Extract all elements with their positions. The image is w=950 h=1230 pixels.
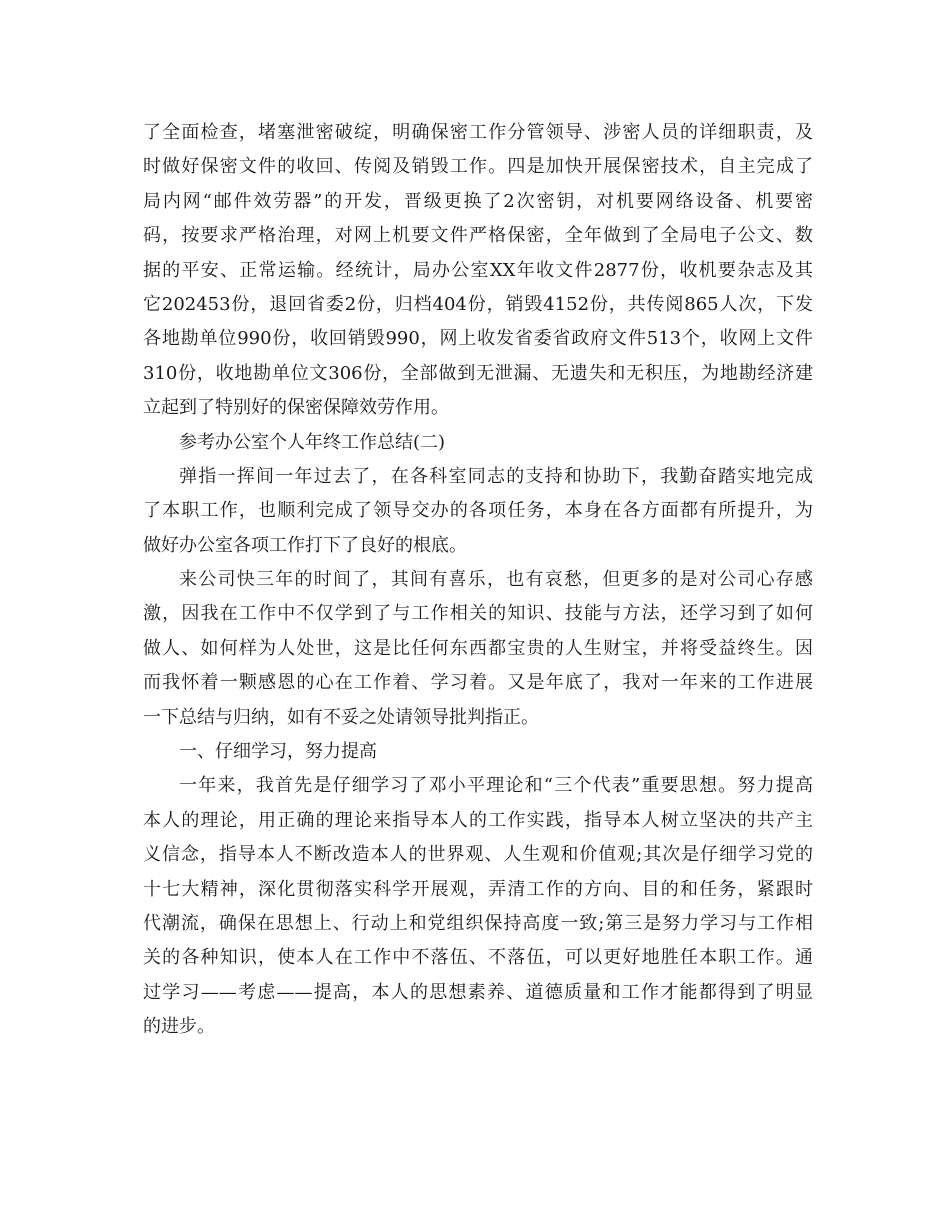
text-line: 激，因我在工作中不仅学到了与工作相关的知识、技能与方法，还学习到了如何 xyxy=(143,603,813,625)
section-heading: 参考办公室个人年终工作总结(二) xyxy=(179,431,446,453)
text-line: 弹指一挥间一年过去了，在各科室同志的支持和协助下，我勤奋踏实地完成 xyxy=(179,465,813,487)
text-line: 它202453份，退回省委2份，归档404份，销毁4152份，共传阅865人次，下发 xyxy=(143,293,813,315)
text-line: 义信念，指导本人不断改造本人的世界观、人生观和价值观;其次是仔细学习党的 xyxy=(143,844,813,866)
text-line: 一下总结与归纳，如有不妥之处请领导批判指正。 xyxy=(143,706,539,728)
text-line: 各地勘单位990份，收回销毁990，网上收发省委省政府文件513个，收网上文件 xyxy=(143,328,813,350)
text-line: 310份，收地勘单位文306份，全部做到无泄漏、无遗失和无积压，为地勘经济建 xyxy=(143,362,813,384)
text-line: 代潮流，确保在思想上、行动上和党组织保持高度一致;第三是努力学习与工作相 xyxy=(143,912,813,934)
text-line: 关的各种知识，使本人在工作中不落伍、不落伍，可以更好地胜任本职工作。通 xyxy=(143,947,813,969)
text-line: 本人的理论，用正确的理论来指导本人的工作实践，指导本人树立坚决的共产主 xyxy=(143,809,813,831)
text-line: 的进步。 xyxy=(143,1016,215,1038)
text-line: 立起到了特别好的保密保障效劳作用。 xyxy=(143,397,449,419)
document-body xyxy=(143,116,813,1045)
text-line: 而我怀着一颗感恩的心在工作着、学习着。又是年底了，我对一年来的工作进展 xyxy=(143,672,813,694)
text-line: 做好办公室各项工作打下了良好的根底。 xyxy=(143,534,467,556)
text-line: 来公司快三年的时间了，其间有喜乐，也有哀愁，但更多的是对公司心存感 xyxy=(179,569,813,591)
text-line: 了全面检查，堵塞泄密破绽，明确保密工作分管领导、涉密人员的详细职责，及 xyxy=(143,122,813,143)
text-line: 了本职工作，也顺利完成了领导交办的各项任务，本身在各方面都有所提升，为 xyxy=(143,500,813,522)
text-line: 局内网“邮件效劳器”的开发，晋级更换了2次密钥，对机要网络设备、机要密 xyxy=(143,190,813,212)
text-line: 过学习——考虑——提高，本人的思想素养、道德质量和工作才能都得到了明显 xyxy=(143,981,813,1003)
section-heading: 一、仔细学习，努力提高 xyxy=(179,741,377,763)
text-line: 一年来，我首先是仔细学习了邓小平理论和“三个代表”重要思想。努力提高 xyxy=(179,775,813,797)
text-line: 时做好保密文件的收回、传阅及销毁工作。四是加快开展保密技术，自主完成了 xyxy=(143,156,813,178)
text-line: 十七大精神，深化贯彻落实科学开展观，弄清工作的方向、目的和任务，紧跟时 xyxy=(143,878,813,900)
text-line: 据的平安、正常运输。经统计，局办公室XX年收文件2877份，收机要杂志及其 xyxy=(143,259,813,281)
text-line: 做人、如何样为人处世，这是比任何东西都宝贵的人生财宝，并将受益终生。因 xyxy=(143,637,813,659)
text-line: 码，按要求严格治理，对网上机要文件严格保密，全年做到了全局电子公文、数 xyxy=(143,225,813,247)
